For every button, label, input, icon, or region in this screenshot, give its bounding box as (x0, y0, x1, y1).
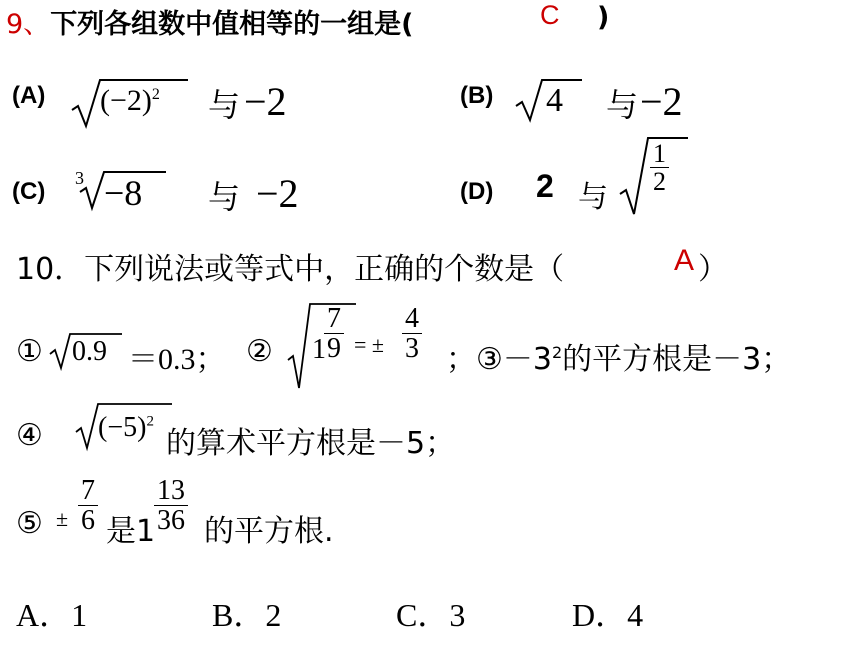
fraction-rhs-s2: $\frac{4}{3}$ (402, 304, 422, 364)
statement-4-mark: ④ (16, 418, 43, 453)
option-c-label: (C) (12, 178, 46, 205)
fraction2-s5: $\frac{13}{36}$ (154, 476, 188, 536)
statement-5-is: 是1 (106, 514, 156, 549)
option-d-label: (D) (460, 178, 494, 205)
question-9-header (6, 2, 414, 41)
rhs-c: −2 (256, 171, 299, 216)
option-a-label: (A) (12, 82, 46, 109)
radicand-c: −8 (104, 173, 143, 213)
option-b-label: (B) (460, 82, 494, 109)
rhs-a: −2 (244, 79, 287, 124)
question-10-stem: 10．下列说法或等式中，正确的个数是（ (16, 252, 565, 287)
statement-3: ；$③-3^2$的平方根是－3； (446, 342, 792, 377)
rhs-b: −2 (640, 79, 683, 124)
yu-d: 与 (578, 180, 608, 215)
choice-a: A．1 (16, 597, 88, 633)
whole-part-s2: 1 (312, 334, 326, 365)
radicand-s4: $(-5)^2$ (98, 412, 154, 443)
fraction-s2: $\frac{7}{9}$ (324, 304, 344, 364)
radicand-s1: 0.9 (72, 336, 107, 367)
equals-pm-s2: = ± (354, 332, 384, 357)
answer-9: C (540, 0, 560, 30)
statement-5-rest: 的平方根. (204, 514, 334, 549)
answer-10: A (674, 244, 695, 277)
yu-c: 与 (208, 178, 241, 216)
yu-a: 与 (208, 86, 241, 124)
fraction-d: $\frac{1}{2}$ (650, 140, 669, 196)
radicand-b: 4 (546, 82, 563, 119)
choice-d: D．4 (572, 597, 644, 633)
pm-s5: ± (56, 506, 69, 531)
lhs-d: 2 (536, 168, 554, 204)
statement-2-mark: ② (246, 334, 273, 369)
choice-c: C．3 (396, 597, 466, 633)
radicand-a: $(-2)^2$ (100, 84, 160, 117)
question-stem: 下列各组数中值相等的一组是( (50, 9, 414, 40)
statement-1-rest: ＝0.3； (128, 343, 226, 376)
question-number: 9、 (6, 9, 51, 40)
yu-b: 与 (606, 86, 639, 124)
statement-1-mark: ① (16, 334, 43, 369)
fraction-s5: $\frac{7}{6}$ (78, 476, 98, 536)
statement-4-rest: 的算术平方根是－5； (166, 426, 456, 461)
close-paren-10: ） (698, 252, 728, 287)
statement-5-mark: ⑤ (16, 506, 43, 541)
choice-b: B．2 (212, 597, 282, 633)
close-paren: ) (597, 2, 610, 33)
root-index-c: 3 (75, 168, 84, 188)
